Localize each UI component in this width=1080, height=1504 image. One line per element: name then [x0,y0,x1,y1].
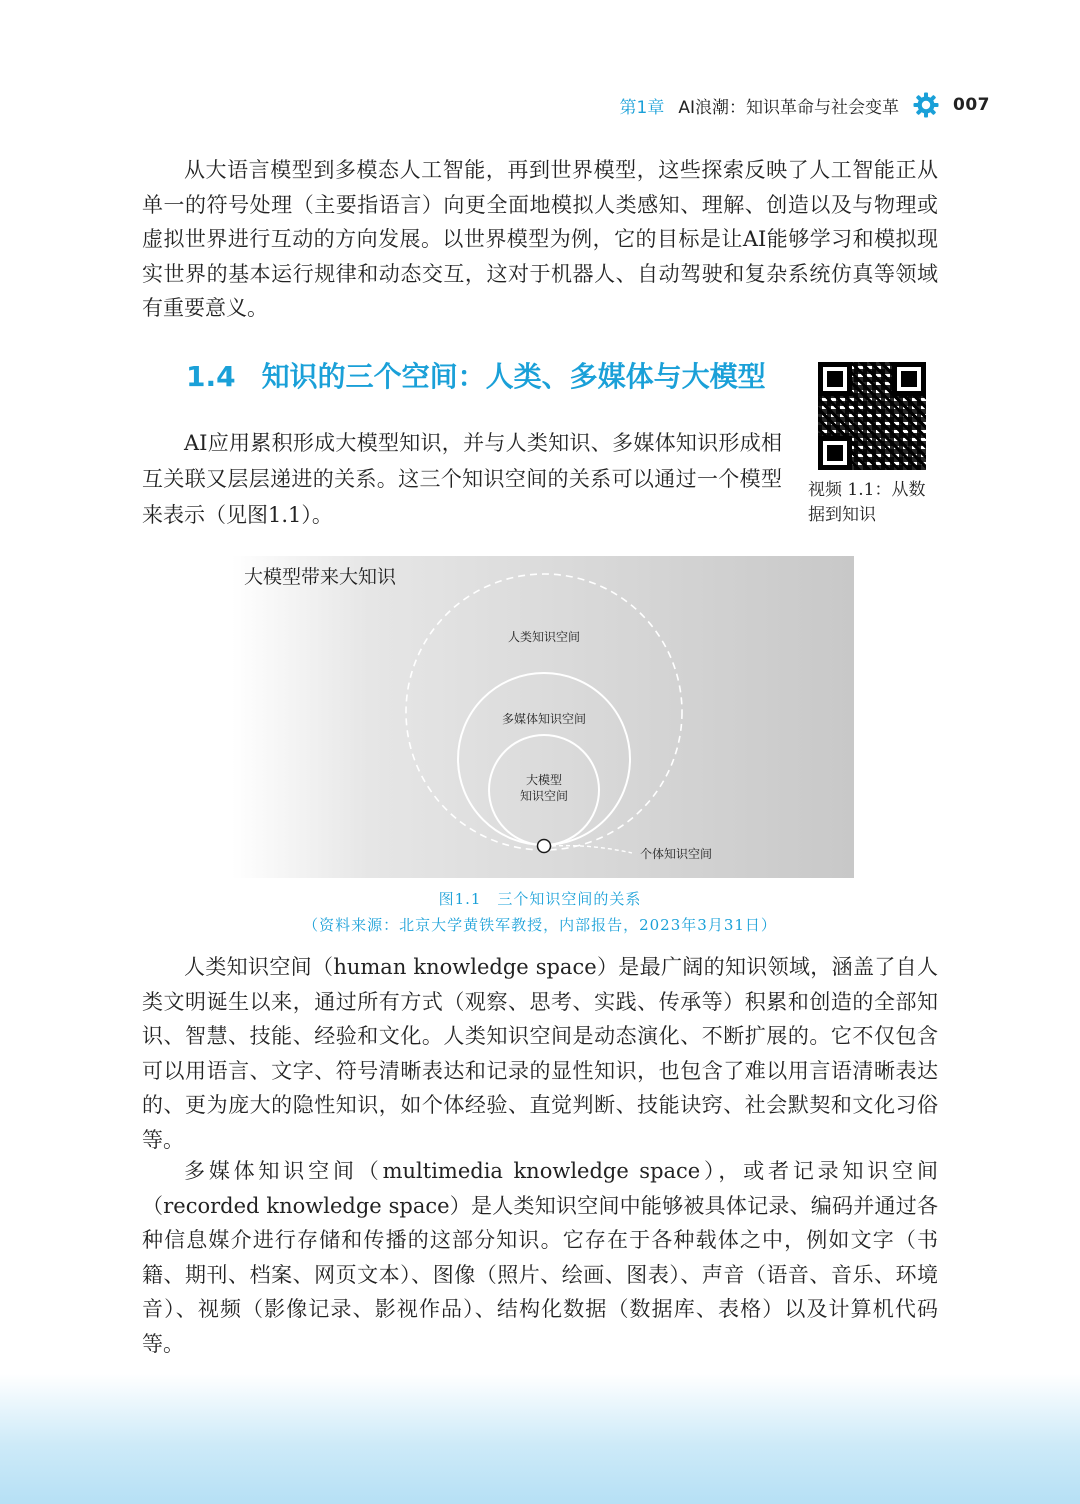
figure-title: 大模型带来大知识 [244,566,397,588]
knowledge-spaces-figure [232,556,854,878]
chapter-label: 第1章 [619,97,665,118]
label-multimedia-space: 多媒体知识空间 [501,712,586,726]
paragraph-multimedia-knowledge-space: 多媒体知识空间（multimedia knowledge space），或者记录知识空间（recorded knowledge space）是人类知识空间中能够被具体记录、编码并通过各种信息媒介进行存储和传播的这部分知识。它存在于各种载体之中，例如文字（书籍、期刊、档案、网页文本）、图像（照片、绘画、图表）、声音（语音、音乐、环境音）、视频（影像记录、影视作品）、结构化数据（数据库、表格）以及计算机代码等。 [142,1159,938,1356]
section-heading [186,355,766,395]
multimedia-space-circle [458,673,630,845]
figure-caption: 图1.1 三个知识空间的关系 [438,890,642,908]
qr-code-icon[interactable] [818,362,926,470]
chapter-title: AI浪潮：知识革命与社会变革 [678,97,899,118]
qr-finder-bottom-left [818,436,852,470]
section-number: 1.4 [186,360,236,393]
label-individual-space: 个体知识空间 [640,847,713,861]
qr-finder-top-left [818,362,852,396]
label-human-space: 人类知识空间 [507,630,580,644]
label-llm-space [498,772,590,804]
qr-caption: 视频 1.1：从数据到知识 [808,480,926,525]
individual-space-point [538,840,551,853]
page-number: 007 [953,95,990,115]
gear-icon [913,92,939,118]
paragraph-human-knowledge-space: 人类知识空间（human knowledge space）是最广阔的知识领域，涵盖了自人类文明诞生以来，通过所有方式（观察、思考、实践、传承等）积累和创造的全部知识、智慧、技能、经验和文化。人类知识空间是动态演化、不断扩展的。它不仅包含可以用语言、文字、符号清晰表达和记录的显性知识，也包含了难以用言语清晰表达的、更为庞大的隐性知识，如个体经验、直觉判断、技能诀窍、社会默契和文化习俗等。 [142,955,938,1152]
running-head [620,92,990,118]
section-title: 知识的三个空间：人类、多媒体与大模型 [261,360,766,393]
paragraph-intro-three-spaces: AI应用累积形成大模型知识，并与人类知识、多媒体知识形成相互关联又层层递进的关系。这三个知识空间的关系可以通过一个模型来表示（见图1.1）。 [142,431,782,527]
label-llm-line2: 知识空间 [519,789,568,803]
page-bottom-band [0,1374,1080,1504]
qr-finder-top-right [892,362,926,396]
paragraph-world-models: 从大语言模型到多模态人工智能，再到世界模型，这些探索反映了人工智能正从单一的符号处理（主要指语言）向更全面地模拟人类感知、理解、创造以及与物理或虚拟世界进行互动的方向发展。以世界模型为例，它的目标是让AI能够学习和模拟现实世界的基本运行规律和动态交互，这对于机器人、自动驾驶和复杂系统仿真等领域有重要意义。 [142,158,938,320]
qr-block [808,362,938,528]
label-llm-line1: 大模型 [525,773,562,787]
figure-source: （资料来源：北京大学黄铁军教授，内部报告，2023年3月31日） [303,916,777,934]
